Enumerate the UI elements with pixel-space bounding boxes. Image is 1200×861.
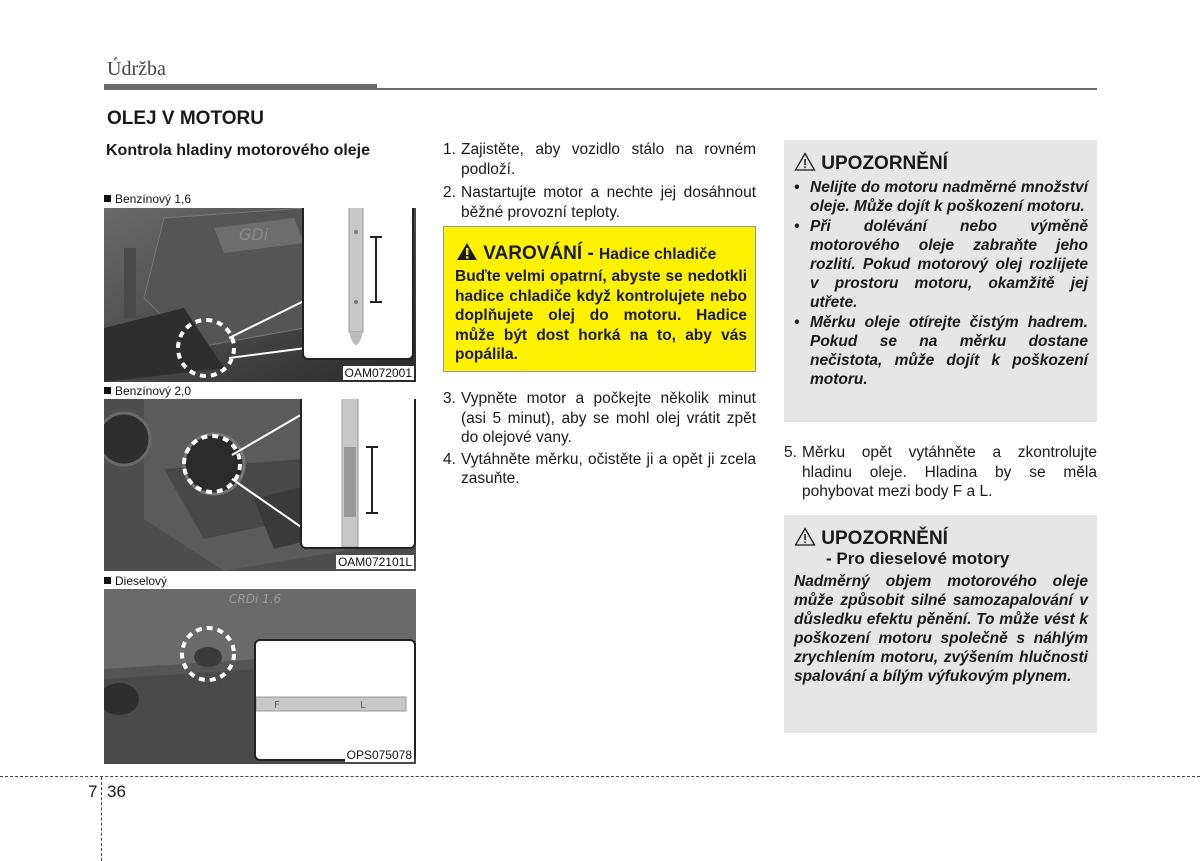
warning-title: VAROVÁNÍ - Hadice chladiče [456,242,716,265]
chapter-number: 7 [88,782,98,801]
figure-2-label: Benzínový 2,0 [104,384,191,398]
list-item: • Nelijte do motoru nadměrné množství oleje. Může dojít k poškození motoru. [794,179,1088,215]
figure-1-code: OAM072001 [344,366,412,380]
steps-list-a [443,140,756,222]
figure-1-label: Benzínový 1,6 [104,192,191,206]
footer-dotted-divider [101,777,102,861]
svg-text:GDi: GDi [239,225,269,244]
list-item: • Měrku oleje otírejte čistým hadrem. Pokud se na měrku dostane nečistota, může dojít k poškození motoru. [794,314,1088,388]
step-5 [784,443,1097,502]
header-rule-thin [377,88,1097,90]
footer-dotted-rule [0,776,1200,777]
dipstick-inset [300,399,416,549]
figure-1-photo [104,208,416,382]
figure-2-photo [104,399,416,571]
list-item: 1. Zajistěte, aby vozidlo stálo na rovném podloží. [443,141,756,178]
dipstick-inset [254,639,416,761]
svg-text:L: L [360,700,366,711]
running-head: Údržba [107,58,166,80]
list-item: 4. Vytáhněte měrku, očistěte ji a opět ji zcela zasuňte. [443,450,756,487]
section-title: OLEJ V MOTORU [107,108,264,129]
square-bullet-icon [104,387,111,394]
figure-3-code: OPS075078 [346,748,412,762]
figure-3-label: Dieselový [104,574,167,588]
caution-2-body: Nadměrný objem motorového oleje může způsobit silné samozapalování v důsledku efektu pěnění. To může vést k poškození motoru společně s náhlým zrychlením motoru, zvýšením hlučnosti spalování a bílým výfukovým plynem. [794,573,1088,685]
figure-3-photo [104,589,416,764]
warning-triangle-icon [456,242,478,261]
header-rule-thick [104,84,377,90]
list-item: • Při dolévání nebo výměně motorového oleje zabraňte jeho rozlití. Pokud motorový olej rozlijete v prostoru motoru, okamžitě jej utřete. [794,218,1088,311]
svg-text:CRDi 1.6: CRDi 1.6 [229,592,282,606]
page-number: 36 [107,782,126,801]
caution-title: UPOZORNĚNÍ [794,152,948,175]
square-bullet-icon [104,195,111,202]
dipstick-inset [302,208,414,360]
svg-text:F: F [274,700,280,711]
square-bullet-icon [104,577,111,584]
caution-subtitle: - Pro dieselové motory [826,549,1010,568]
figure-2-code: OAM072101L [337,555,412,569]
caution-1-list [792,178,1088,389]
caution-box-2 [784,515,1097,733]
caution-triangle-icon [794,527,816,546]
steps-list-b [443,389,756,489]
warning-box [443,226,756,372]
list-item: 3. Vypněte motor a počkejte několik minut (asi 5 minut), aby se mohl olej vrátit zpět do olejové vany. [443,390,756,446]
caution-title: UPOZORNĚNÍ [794,527,948,550]
warning-body: Buďte velmi opatrní, abyste se nedotkli hadice chladiče když kontrolujete nebo doplňujete olej do motoru. Hadice může být dost horká na to, aby vás popálila. [455,268,747,363]
caution-triangle-icon [794,152,816,171]
list-item: 2. Nastartujte motor a nechte jej dosáhnout běžné provozní teploty. [443,184,756,221]
list-item: 5. Měrku opět vytáhněte a zkontrolujte hladinu oleje. Hladina by se měla pohybovat mezi body F a L. [784,444,1097,500]
sub-title: Kontrola hladiny motorového oleje [106,142,371,159]
caution-box-1 [784,140,1097,422]
